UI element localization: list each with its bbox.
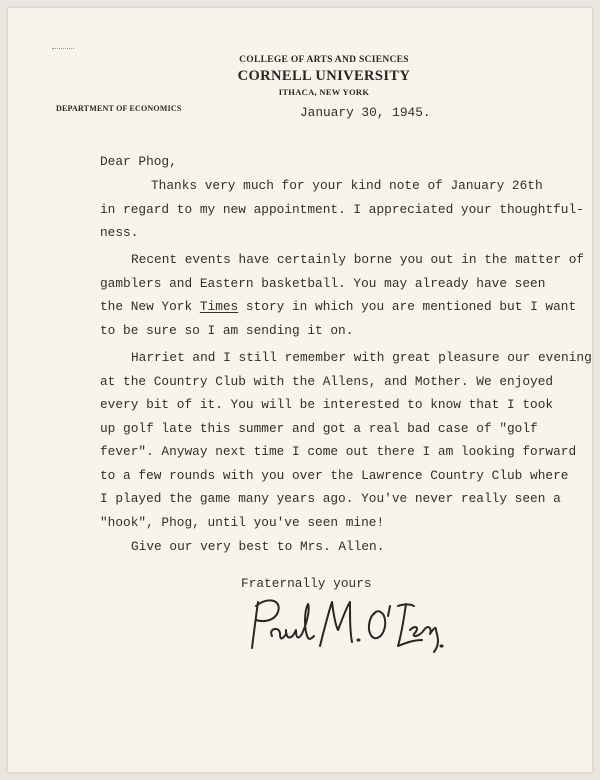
p3-line-3: every bit of it. You will be interested to know that I took: [100, 397, 554, 412]
p2-line-3-start: the New York: [100, 299, 200, 314]
signature: [238, 590, 448, 660]
salutation: Dear Phog,: [100, 154, 177, 169]
p3-line-5: fever". Anyway next time I come out there I am looking forward: [100, 444, 577, 459]
p2-line-4: to be sure so I am sending it on.: [100, 323, 354, 338]
p3-line-2: at the Country Club with the Allens, and Mother. We enjoyed: [100, 374, 554, 389]
closing: Fraternally yours: [241, 576, 372, 591]
p2-line-2: gamblers and Eastern basketball. You may already have seen: [100, 276, 546, 291]
letterhead-city: ITHACA, NEW YORK: [278, 87, 370, 97]
letterhead-department: DEPARTMENT OF ECONOMICS: [56, 104, 182, 113]
p2-line-3: [100, 301, 576, 314]
letterhead-university: CORNELL UNIVERSITY: [237, 68, 411, 84]
letterhead-college: COLLEGE OF ARTS AND SCIENCES: [239, 55, 409, 65]
p3-line-1: Harriet and I still remember with great pleasure our evening: [131, 350, 592, 365]
p4-line-1: Give our very best to Mrs. Allen.: [131, 539, 385, 554]
letter-date: January 30, 1945.: [300, 105, 431, 120]
pencil-mark: [52, 48, 74, 53]
p3-line-7: I played the game many years ago. You've never really seen a: [100, 491, 561, 506]
p2-line-3-end: story in which you are mentioned but I want: [238, 299, 577, 314]
p3-line-6: to a few rounds with you over the Lawrence Country Club where: [100, 468, 569, 483]
p1-line-3: ness.: [100, 225, 139, 240]
letter-page: [8, 8, 592, 772]
p1-line-2: in regard to my new appointment. I appreciated your thoughtful-: [100, 202, 584, 217]
p1-line-1: Thanks very much for your kind note of January 26th: [151, 178, 543, 193]
p3-line-4: up golf late this summer and got a real bad case of "golf: [100, 421, 538, 436]
p2-line-1: Recent events have certainly borne you out in the matter of: [131, 252, 585, 267]
p3-line-8: "hook", Phog, until you've seen mine!: [100, 515, 385, 530]
newspaper-title: Times: [199, 299, 239, 314]
